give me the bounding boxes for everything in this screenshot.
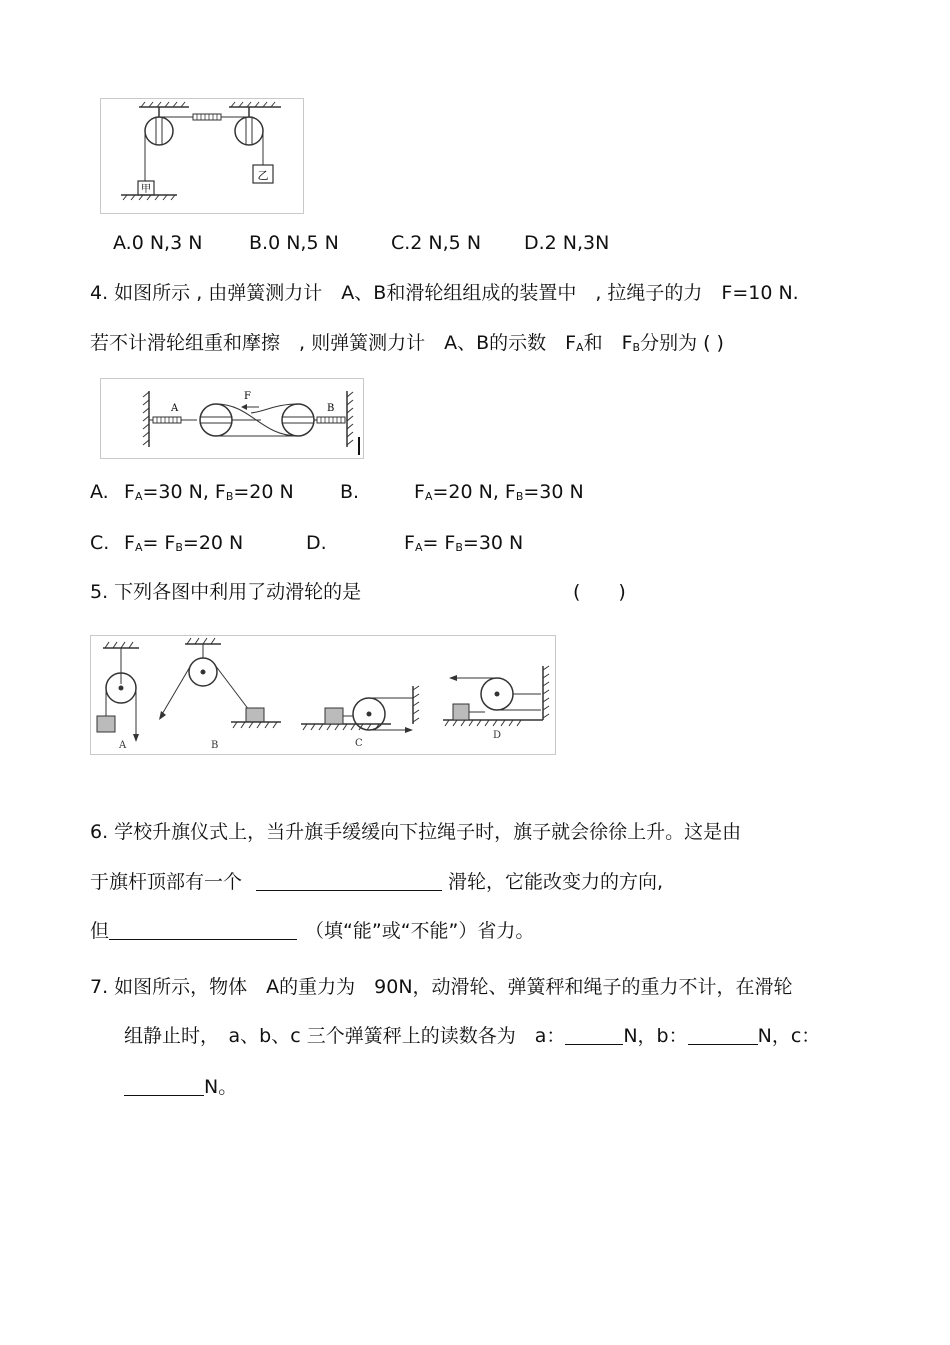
q4-label-f: F	[244, 391, 251, 402]
q6-line3: 但 （填“能”或“不能”）省力。	[90, 920, 535, 942]
q5-answer-paren: ( )	[573, 581, 626, 603]
q5-figure	[90, 635, 556, 755]
q3-option-b: B.0 N,5 N	[249, 232, 339, 254]
q4-option-b-label: B.	[340, 481, 360, 503]
q6-line2: 于旗杆顶部有一个 滑轮，它能改变力的方向,	[90, 871, 664, 893]
q5-label-a: A	[119, 740, 127, 751]
q4-option-d-label: D.	[306, 532, 327, 554]
q6-blank-2[interactable]	[109, 921, 297, 940]
q4-option-c-label: C.	[90, 532, 110, 554]
q7-blank-b[interactable]	[688, 1026, 758, 1045]
q7-line1: 7. 如图所示，物体 A的重力为 90N，动滑轮、弹簧秤和绳子的重力不计，在滑轮	[90, 976, 793, 998]
q3-block-left-label: 甲	[141, 184, 151, 195]
q3-block-right-label: 乙	[257, 169, 269, 182]
q4-figure	[100, 378, 364, 459]
q4-stem-line1: 4. 如图所示 , 由弹簧测力计 A、B和滑轮组组成的装置中 , 拉绳子的力 F=10 N.	[90, 282, 799, 304]
q4-stem-line2: 若不计滑轮组重和摩擦 , 则弹簧测力计 A、B的示数 FA和 FB分别为 ( )	[90, 332, 724, 354]
q4-option-b: FA=20 N, FB=30 N	[414, 481, 584, 503]
q7-blank-c[interactable]	[124, 1077, 204, 1096]
q6-blank-1[interactable]	[256, 872, 442, 891]
q6-line1: 6. 学校升旗仪式上，当升旗手缓缓向下拉绳子时，旗子就会徐徐上升。这是由	[90, 821, 742, 843]
q3-figure	[100, 98, 304, 214]
q5-label-c: C	[355, 738, 363, 749]
q5-stem: 5. 下列各图中利用了动滑轮的是	[90, 581, 362, 603]
q7-blank-a[interactable]	[565, 1026, 623, 1045]
q4-option-a: FA=30 N, FB=20 N	[124, 481, 294, 503]
q5-label-b: B	[211, 740, 219, 751]
q4-option-a-label: A.	[90, 481, 109, 503]
q3-option-a: A.0 N,3 N	[113, 232, 203, 254]
q3-option-d: D.2 N,3N	[524, 232, 610, 254]
q4-option-c: FA= FB=20 N	[124, 532, 244, 554]
q7-line3: N。	[124, 1075, 237, 1099]
q4-label-a: A	[171, 403, 179, 414]
q7-line2: 组静止时， a、b、c 三个弹簧秤上的读数各为 a： N，b： N，c：	[124, 1025, 821, 1047]
q5-label-d: D	[493, 730, 502, 741]
q3-option-c: C.2 N,5 N	[391, 232, 482, 254]
q4-option-d: FA= FB=30 N	[404, 532, 524, 554]
q4-label-b: B	[327, 403, 335, 414]
